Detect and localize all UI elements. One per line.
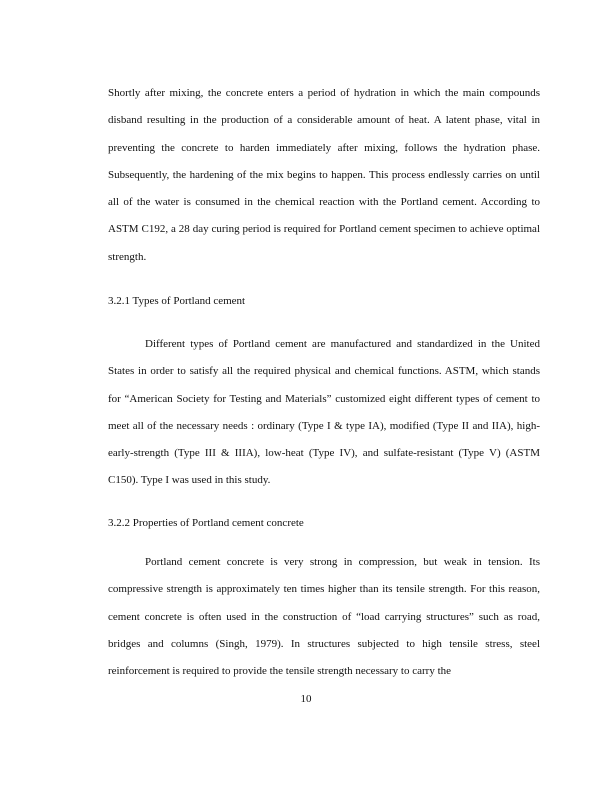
paragraph-hydration: Shortly after mixing, the concrete enters a period of hydration in which the main compounds disband resulting in the production of a considerable amount of heat. A latent phase, vital in preventing the concrete to harden immediately after mixing, follows the hydration phase. Subsequently, the hardening of the mix begins to happen. This process endlessly carries on until all of the water is consumed in the chemical reaction with the Portland cement. According to ASTM C192, a 28 day curing period is required for Portland cement specimen to achieve optimal strength. (108, 87, 540, 263)
section-heading-types: 3.2.1 Types of Portland cement (108, 295, 246, 307)
paragraph-properties: Portland cement concrete is very strong in compression, but weak in tension. Its compressive strength is approximately ten times higher than its tensile strength. For this reason, cement concrete is often used in the construction of “load carrying structures” such as road, bridges and columns (Singh, 1979). In structures subjected to high tensile stress, steel reinforcement is required to provide the tensile strength necessary to carry the (108, 556, 540, 678)
paragraph-types-of-cement: Different types of Portland cement are manufactured and standardized in the United States in order to satisfy all the required physical and chemical functions. ASTM, which stands for “American Society for Testing and Materials” customized eight different types of cement to meet all of the necessary needs : ordinary (Type I & type IA), modified (Type II and IIA), high-early-strength (Type III & IIIA), low-heat (Type IV), and sulfate-resistant (Type V) (ASTM C150). Type I was used in this study. (108, 338, 540, 487)
section-heading-properties: 3.2.2 Properties of Portland cement concrete (108, 517, 304, 529)
page-number: 10 (300, 693, 312, 705)
